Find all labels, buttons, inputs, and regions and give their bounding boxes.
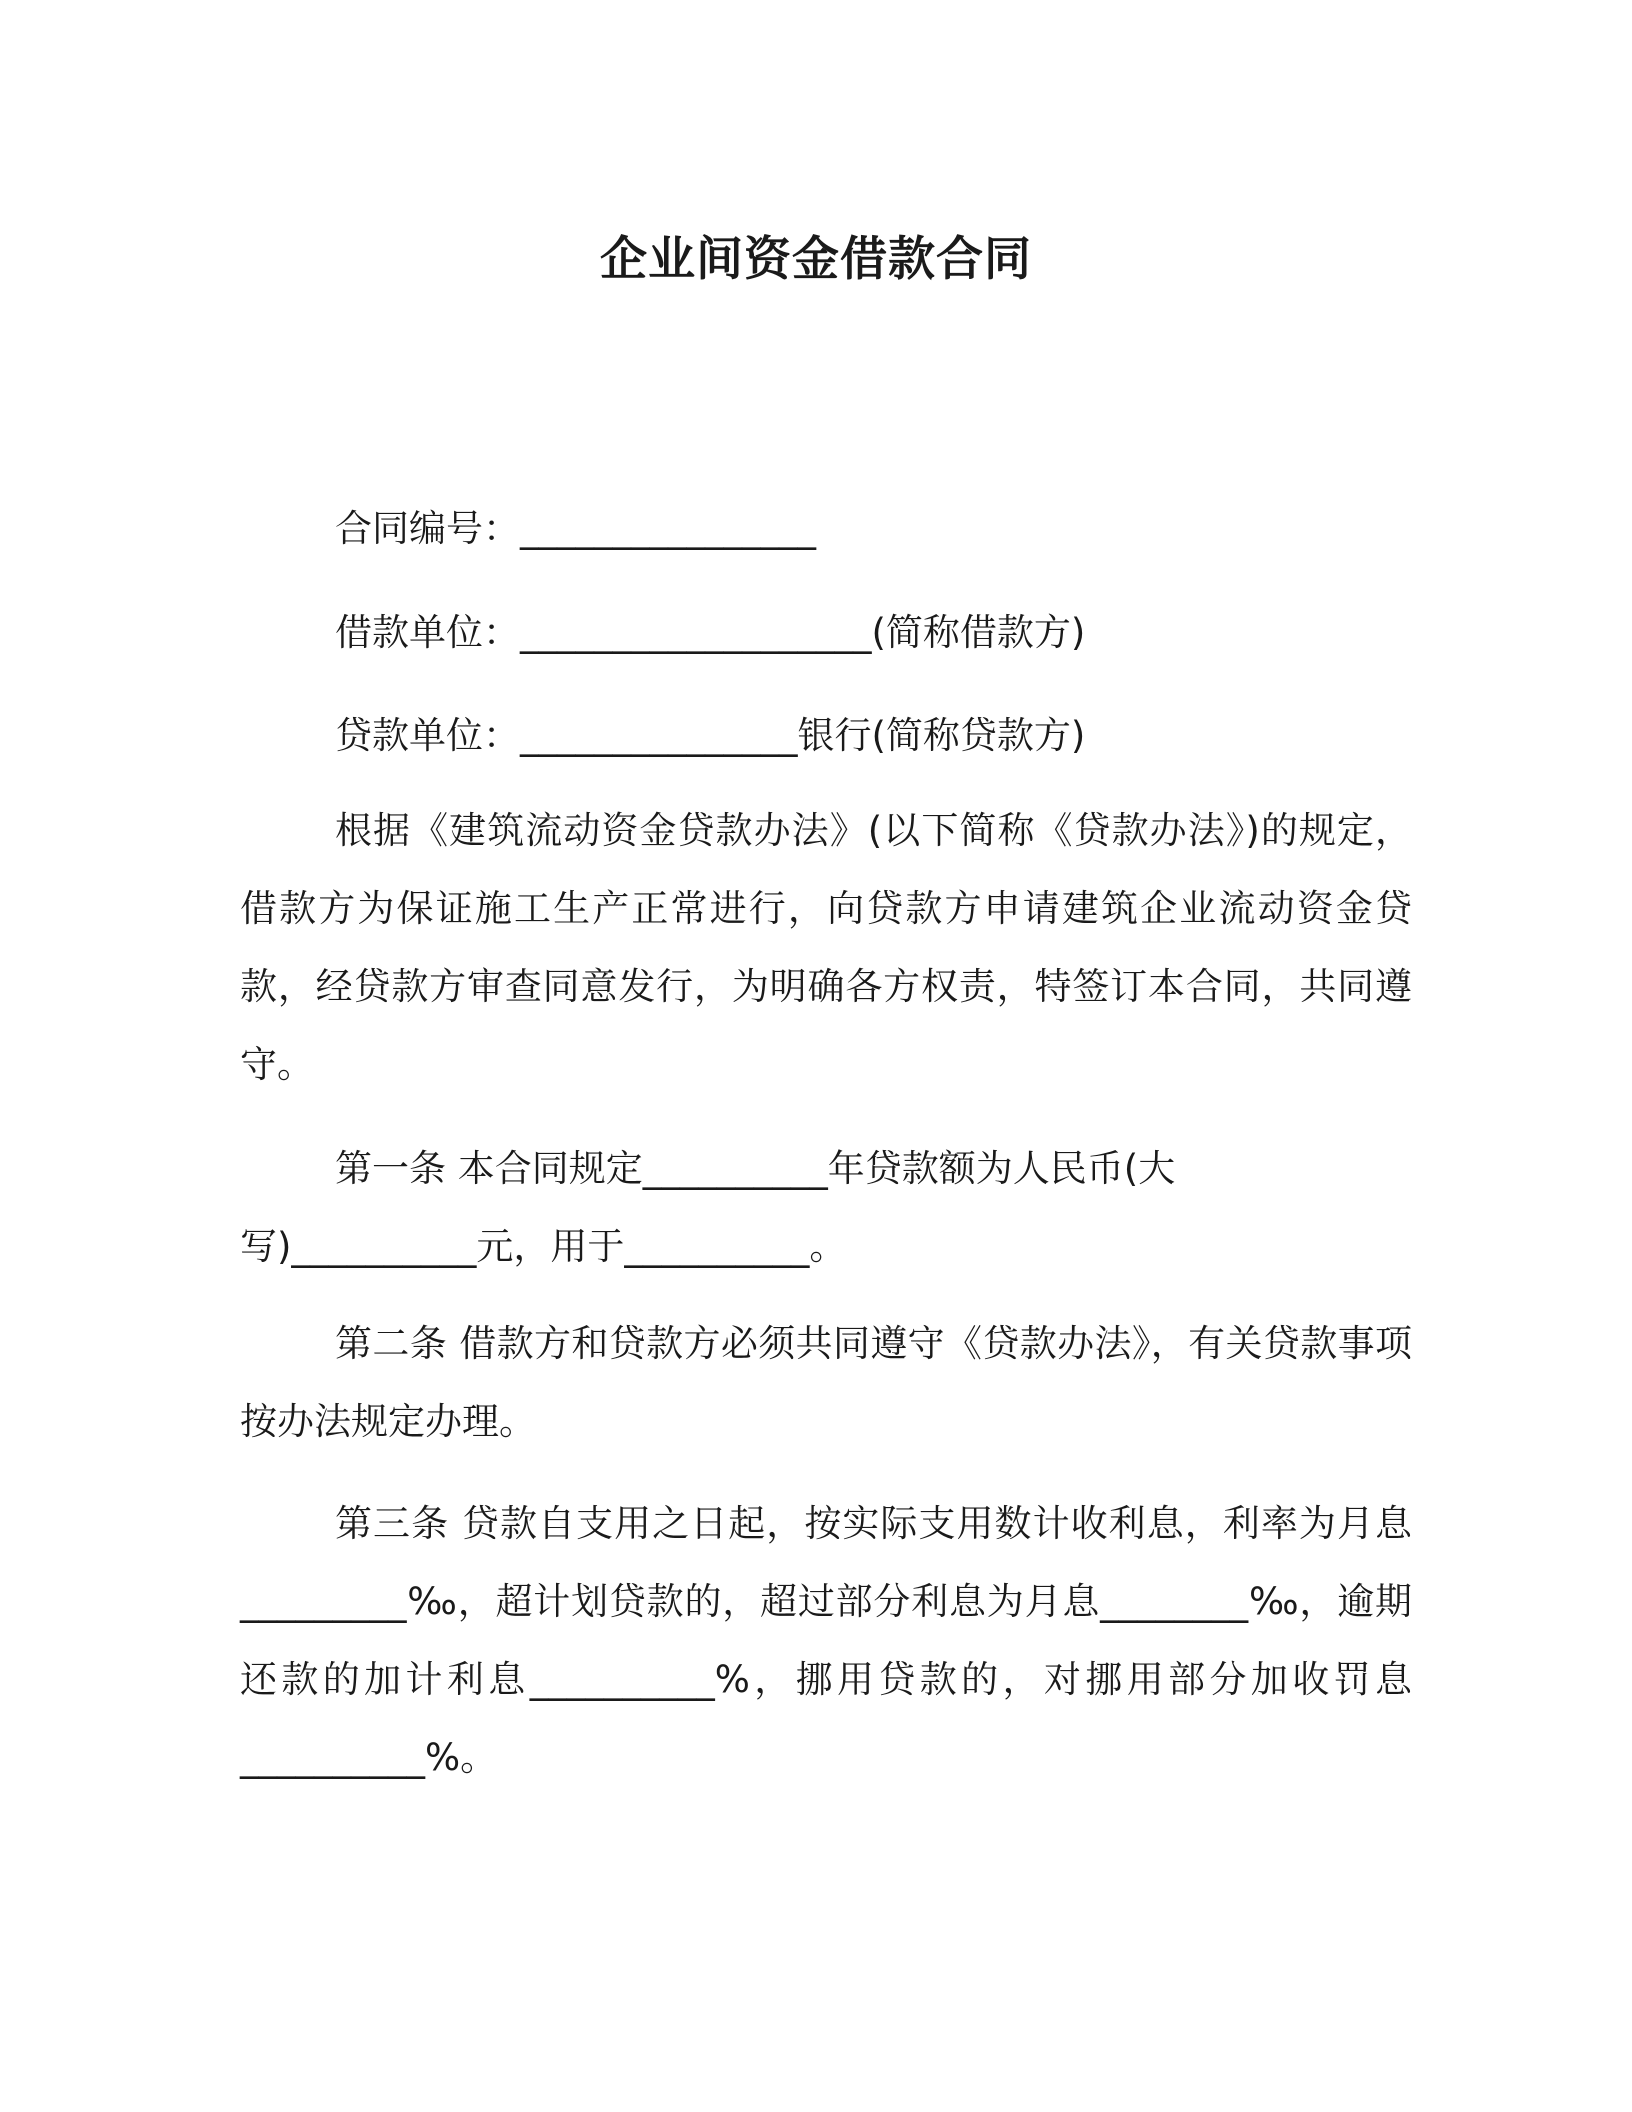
borrower-field: 借款单位：___________________(简称借款方) bbox=[335, 611, 1086, 654]
article-1-line-2: 写)__________元，用于__________。 bbox=[240, 1225, 847, 1268]
article-1-line-1: 第一条 本合同规定__________年贷款额为人民币(大 bbox=[335, 1147, 1176, 1190]
document-title: 企业间资金借款合同 bbox=[600, 232, 1032, 287]
contract-number-field: 合同编号：________________ bbox=[335, 507, 816, 550]
article-3-paragraph: 第三条 贷款自支用之日起，按实际支用数计收利息，利率为月息_________‰，超计划贷款的，超过部分利息为月息________‰，逾期还款的加计利息__________%，挪用贷款的，对挪用部分加收罚息__________%。 bbox=[240, 1502, 1412, 1779]
article-2-paragraph: 第二条 借款方和贷款方必须共同遵守《贷款办法》，有关贷款事项按办法规定办理。 bbox=[240, 1322, 1412, 1443]
preamble-paragraph: 根据《建筑流动资金贷款办法》(以下简称《贷款办法》)的规定，借款方为保证施工生产正常进行，向贷款方申请建筑企业流动资金贷款，经贷款方审查同意发行，为明确各方权责，特签订本合同，共同遵守。 bbox=[240, 809, 1412, 1086]
lender-field: 贷款单位：_______________银行(简称贷款方) bbox=[335, 714, 1086, 757]
